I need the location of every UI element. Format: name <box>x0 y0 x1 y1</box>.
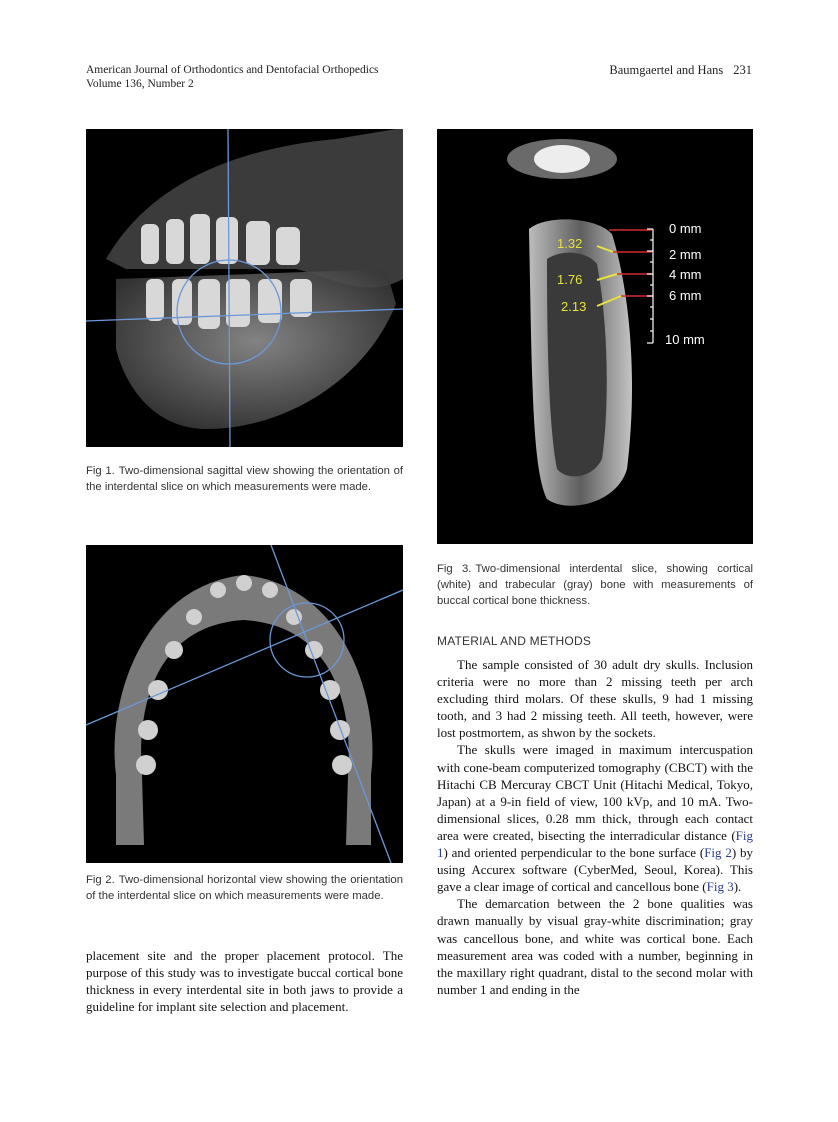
paragraph-demarcation: The demarcation between the 2 bone qualities was drawn manually by visual gray-white discrimination; gray was cancellous bone, and white was cortical bone. Each measurement area was coded with a number, beginning in the maxillary right quadrant, distal to the second molar with number 1 and ending in the <box>437 896 753 997</box>
paragraph-imaging-part-b: ) and oriented perpendicular to the bone surface ( <box>443 845 705 861</box>
author-names: Baumgaertel and Hans <box>609 63 724 77</box>
horizontal-ct-drawing <box>86 545 403 863</box>
running-header-right <box>609 63 752 77</box>
page-number: 231 <box>733 63 752 77</box>
section-heading-methods: MATERIAL AND METHODS <box>437 634 592 648</box>
scale-label-10mm: 10 mm <box>665 332 705 347</box>
paragraph-purpose: placement site and the proper placement protocol. The purpose of this study was to investigate buccal cortical bone thickness in every interdental site in both jaws to provide a guideline for implant site selection and placement. <box>86 948 403 1015</box>
figure-2-caption <box>86 872 403 904</box>
paragraph-imaging-part-d: ). <box>733 879 742 895</box>
figure-2-caption-text: Two-dimensional horizontal view showing the orientation of the interdental slice on which measurements were made. <box>86 874 403 902</box>
figure-2-horizontal-image <box>86 545 403 863</box>
scale-label-0mm: 0 mm <box>669 221 702 236</box>
running-header-left <box>86 63 379 91</box>
interdental-slice-drawing <box>437 129 753 544</box>
figure-1-label: Fig 1. <box>86 465 115 477</box>
figure-3-interdental-slice-image <box>437 129 753 544</box>
sagittal-ct-drawing <box>86 129 403 447</box>
paragraph-imaging-part-a: The skulls were imaged in maximum intercuspation with cone-beam computerized tomography (CBCT) with the Hitachi CB Mercuray CBCT Unit (Hitachi Medical, Tokyo, Japan) at a 9-in field of view, 100 kVp, and 10 mA. Two-dimensional slices, 0.28 mm thick, through each contact area were created, bisecting the interradicular distance ( <box>437 742 753 843</box>
scale-label-2mm: 2 mm <box>669 247 702 262</box>
scale-label-6mm: 6 mm <box>669 288 702 303</box>
paragraph-imaging <box>437 741 753 895</box>
figure-1-caption-text: Two-dimensional sagittal view showing the orientation of the interdental slice on which measurements were made. <box>86 465 403 493</box>
right-column-body <box>437 656 753 998</box>
measurement-label-1: 1.32 <box>557 236 583 251</box>
fig-3-link[interactable]: Fig 3 <box>706 879 734 895</box>
paragraph-imaging-part-c: ) by using Accurex software (CyberMed, Seoul, Korea). This gave a clear image of cortical and cancellous bone ( <box>437 845 753 895</box>
measurement-label-3: 2.13 <box>561 299 587 314</box>
journal-title: American Journal of Orthodontics and Dentofacial Orthopedics <box>86 64 379 76</box>
paragraph-sample: The sample consisted of 30 adult dry skulls. Inclusion criteria were no more than 2 missing teeth per arch excluding third molars. Of these skulls, 9 had 1 missing tooth, and 3 had 2 missing teeth. All teeth, however, were lost postmortem, as shwon by the sockets. <box>437 657 753 741</box>
figure-3-caption-text: Two-dimensional interdental slice, showing cortical (white) and trabecular (gray) bone with measurements of buccal cortical bone thickness. <box>437 563 753 607</box>
left-column-body <box>86 947 403 1015</box>
scale-label-4mm: 4 mm <box>669 267 702 282</box>
figure-1-sagittal-image <box>86 129 403 447</box>
fig-1-link[interactable]: Fig 1 <box>437 827 753 861</box>
measurement-label-2: 1.76 <box>557 272 583 287</box>
figure-3-label: Fig 3. <box>437 563 472 575</box>
journal-volume: Volume 136, Number 2 <box>86 78 194 90</box>
figure-2-label: Fig 2. <box>86 874 115 886</box>
fig-2-link[interactable]: Fig 2 <box>704 845 732 861</box>
figure-1-caption <box>86 463 403 495</box>
figure-3-caption <box>437 561 753 609</box>
